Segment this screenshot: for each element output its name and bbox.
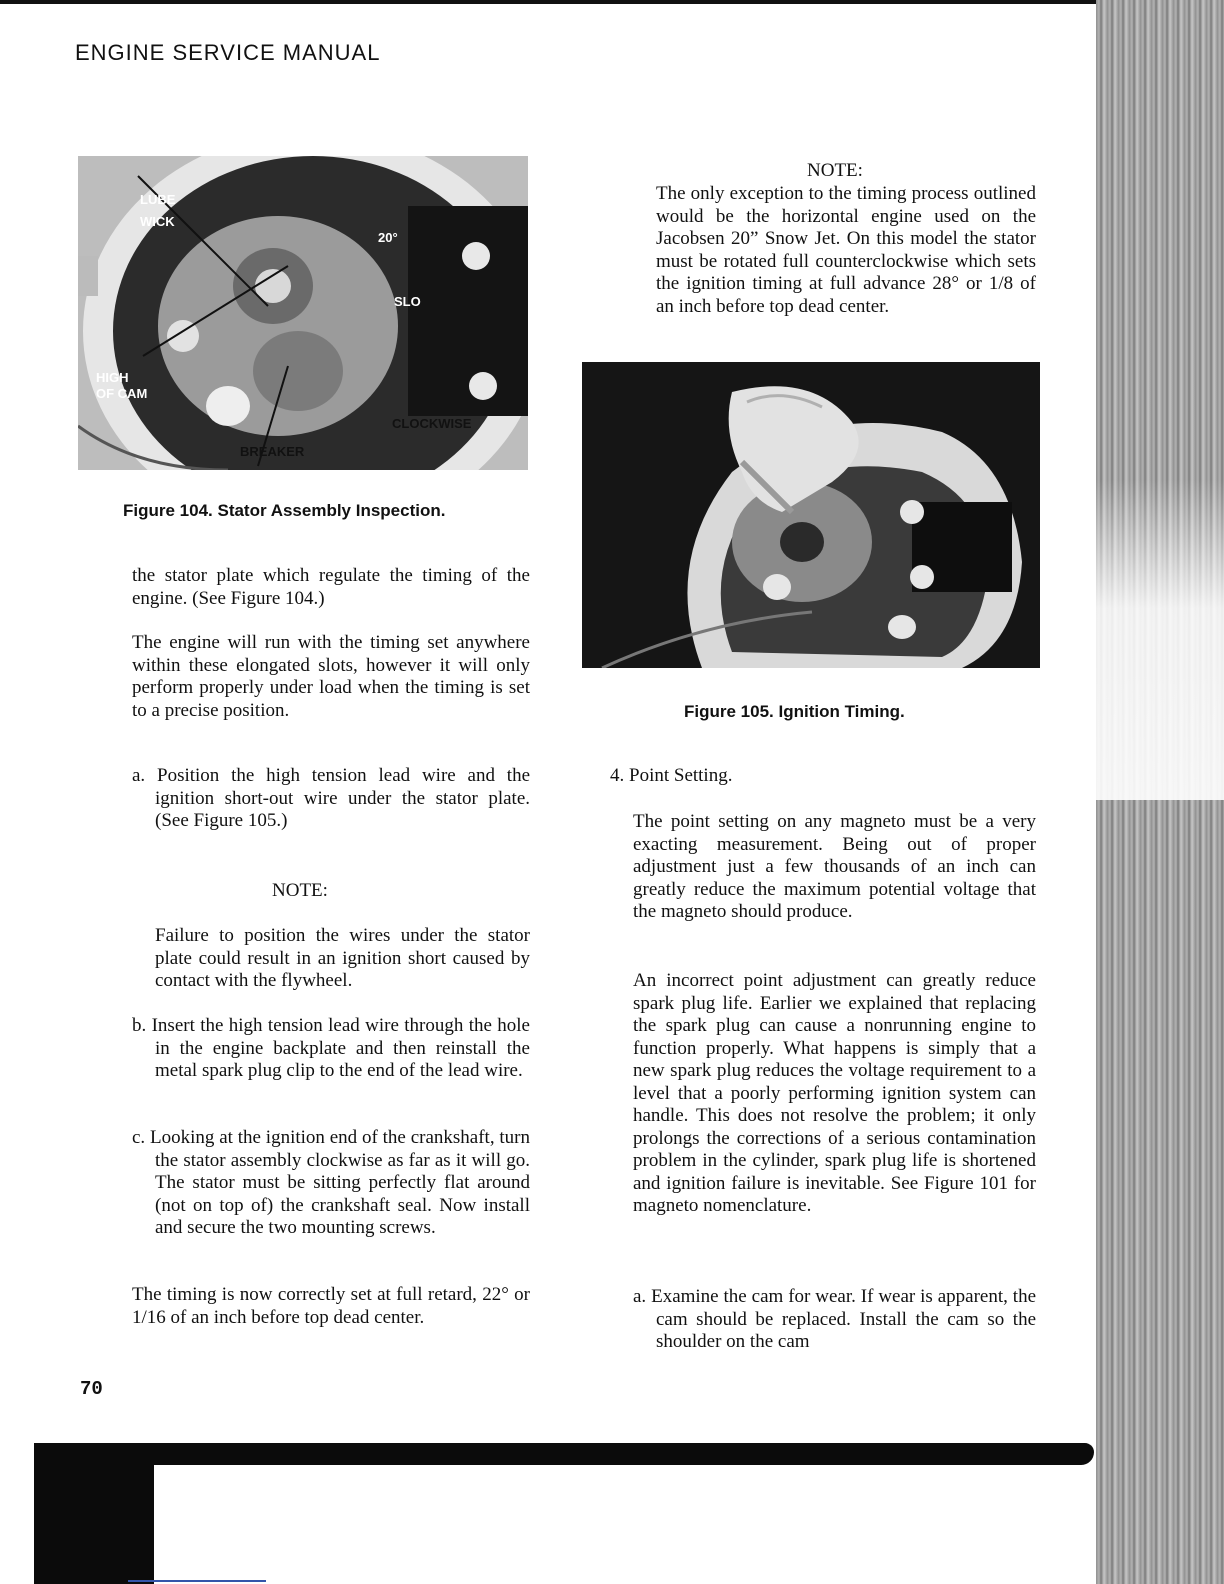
figure-105-photo: [582, 362, 1040, 668]
step-c-turn-stator: c. Looking at the ignition end of the crankshaft, turn the stator assembly clockwise as far as it will go. The stator must be sitting perfectly flat around (not on top of) the crankshaft seal. Now install and secure the two mounting screws.: [132, 1127, 530, 1238]
left-paragraph-final: The timing is now correctly set at full retard, 22° or 1/16 of an inch before top dead center.: [132, 1284, 530, 1328]
figure-104-caption: Figure 104. Stator Assembly Inspection.: [123, 501, 446, 520]
right-paragraph-2: An incorrect point adjustment can greatly reduce spark plug life. Earlier we explained that replacing the spark plug can cause a nonrunning engine to function properly. What happens is simply that a new spark plug reduces the voltage requirement to a level that a poorly performing ignition system can handle. This does not resolve the problem; it only prolongs the corrections of a serious contamination problem in the cylinder, spark plug life is shortened and ignition failure is inevitable. See Figure 101 for magneto nomenclature.: [633, 970, 1036, 1216]
left-note-body: Failure to position the wires under the stator plate could result in an ignition short caused by contact with the flywheel.: [155, 925, 530, 991]
left-note-title: NOTE:: [272, 880, 328, 901]
fig104-label-high: HIGH: [96, 370, 129, 385]
fig104-label-slo: SLO: [394, 294, 421, 309]
bottom-blue-line: [128, 1580, 266, 1582]
fig104-label-lube: LUBE: [140, 192, 176, 207]
figure-105-caption: Figure 105. Ignition Timing.: [684, 702, 905, 721]
top-rule: [0, 0, 1096, 4]
left-paragraph-1: the stator plate which regulate the timing of the engine. (See Figure 104.): [132, 565, 530, 609]
step-a-examine-cam: a. Examine the cam for wear. If wear is apparent, the cam should be replaced. Install the cam so the shoulder on the cam: [633, 1286, 1036, 1352]
bottom-black-block: [34, 1443, 154, 1584]
figure-104-photo: [78, 156, 528, 470]
page-edge-fade: [1096, 480, 1224, 800]
fig104-label-breaker: BREAKER: [240, 444, 305, 459]
page-header: ENGINE SERVICE MANUAL: [75, 40, 381, 65]
fig104-label-wick: WICK: [140, 214, 175, 229]
step-a-position-wires: a. Position the high tension lead wire and the ignition short-out wire under the stator plate. (See Figure 105.): [132, 765, 530, 831]
left-paragraph-2: The engine will run with the timing set anywhere within these elongated slots, however it will only perform properly under load when the timing is set to a precise position.: [132, 632, 530, 721]
page-number: 70: [80, 1378, 103, 1400]
step-b-insert-lead-wire: b. Insert the high tension lead wire through the hole in the engine backplate and then reinstall the metal spark plug clip to the end of the lead wire.: [132, 1015, 530, 1081]
right-note-body: The only exception to the timing process outlined would be the horizontal engine used on the Jacobsen 20” Snow Jet. On this model the stator must be rotated full counterclockwise which sets the ignition timing at full advance 28° or 1/8 of an inch before top dead center.: [656, 183, 1036, 317]
fig104-label-20: 20°: [378, 230, 398, 245]
right-paragraph-1: The point setting on any magneto must be a very exacting measurement. Being out of proper adjustment just a few thousands of an inch can greatly reduce the maximum potential voltage that the magneto should produce.: [633, 811, 1036, 922]
heading-point-setting: 4. Point Setting.: [610, 765, 733, 786]
fig104-label-clockwise: CLOCKWISE: [392, 416, 472, 431]
right-note-title: NOTE:: [807, 160, 863, 181]
bottom-black-bar: [34, 1443, 1094, 1465]
fig104-label-of-cam: OF CAM: [96, 386, 148, 401]
